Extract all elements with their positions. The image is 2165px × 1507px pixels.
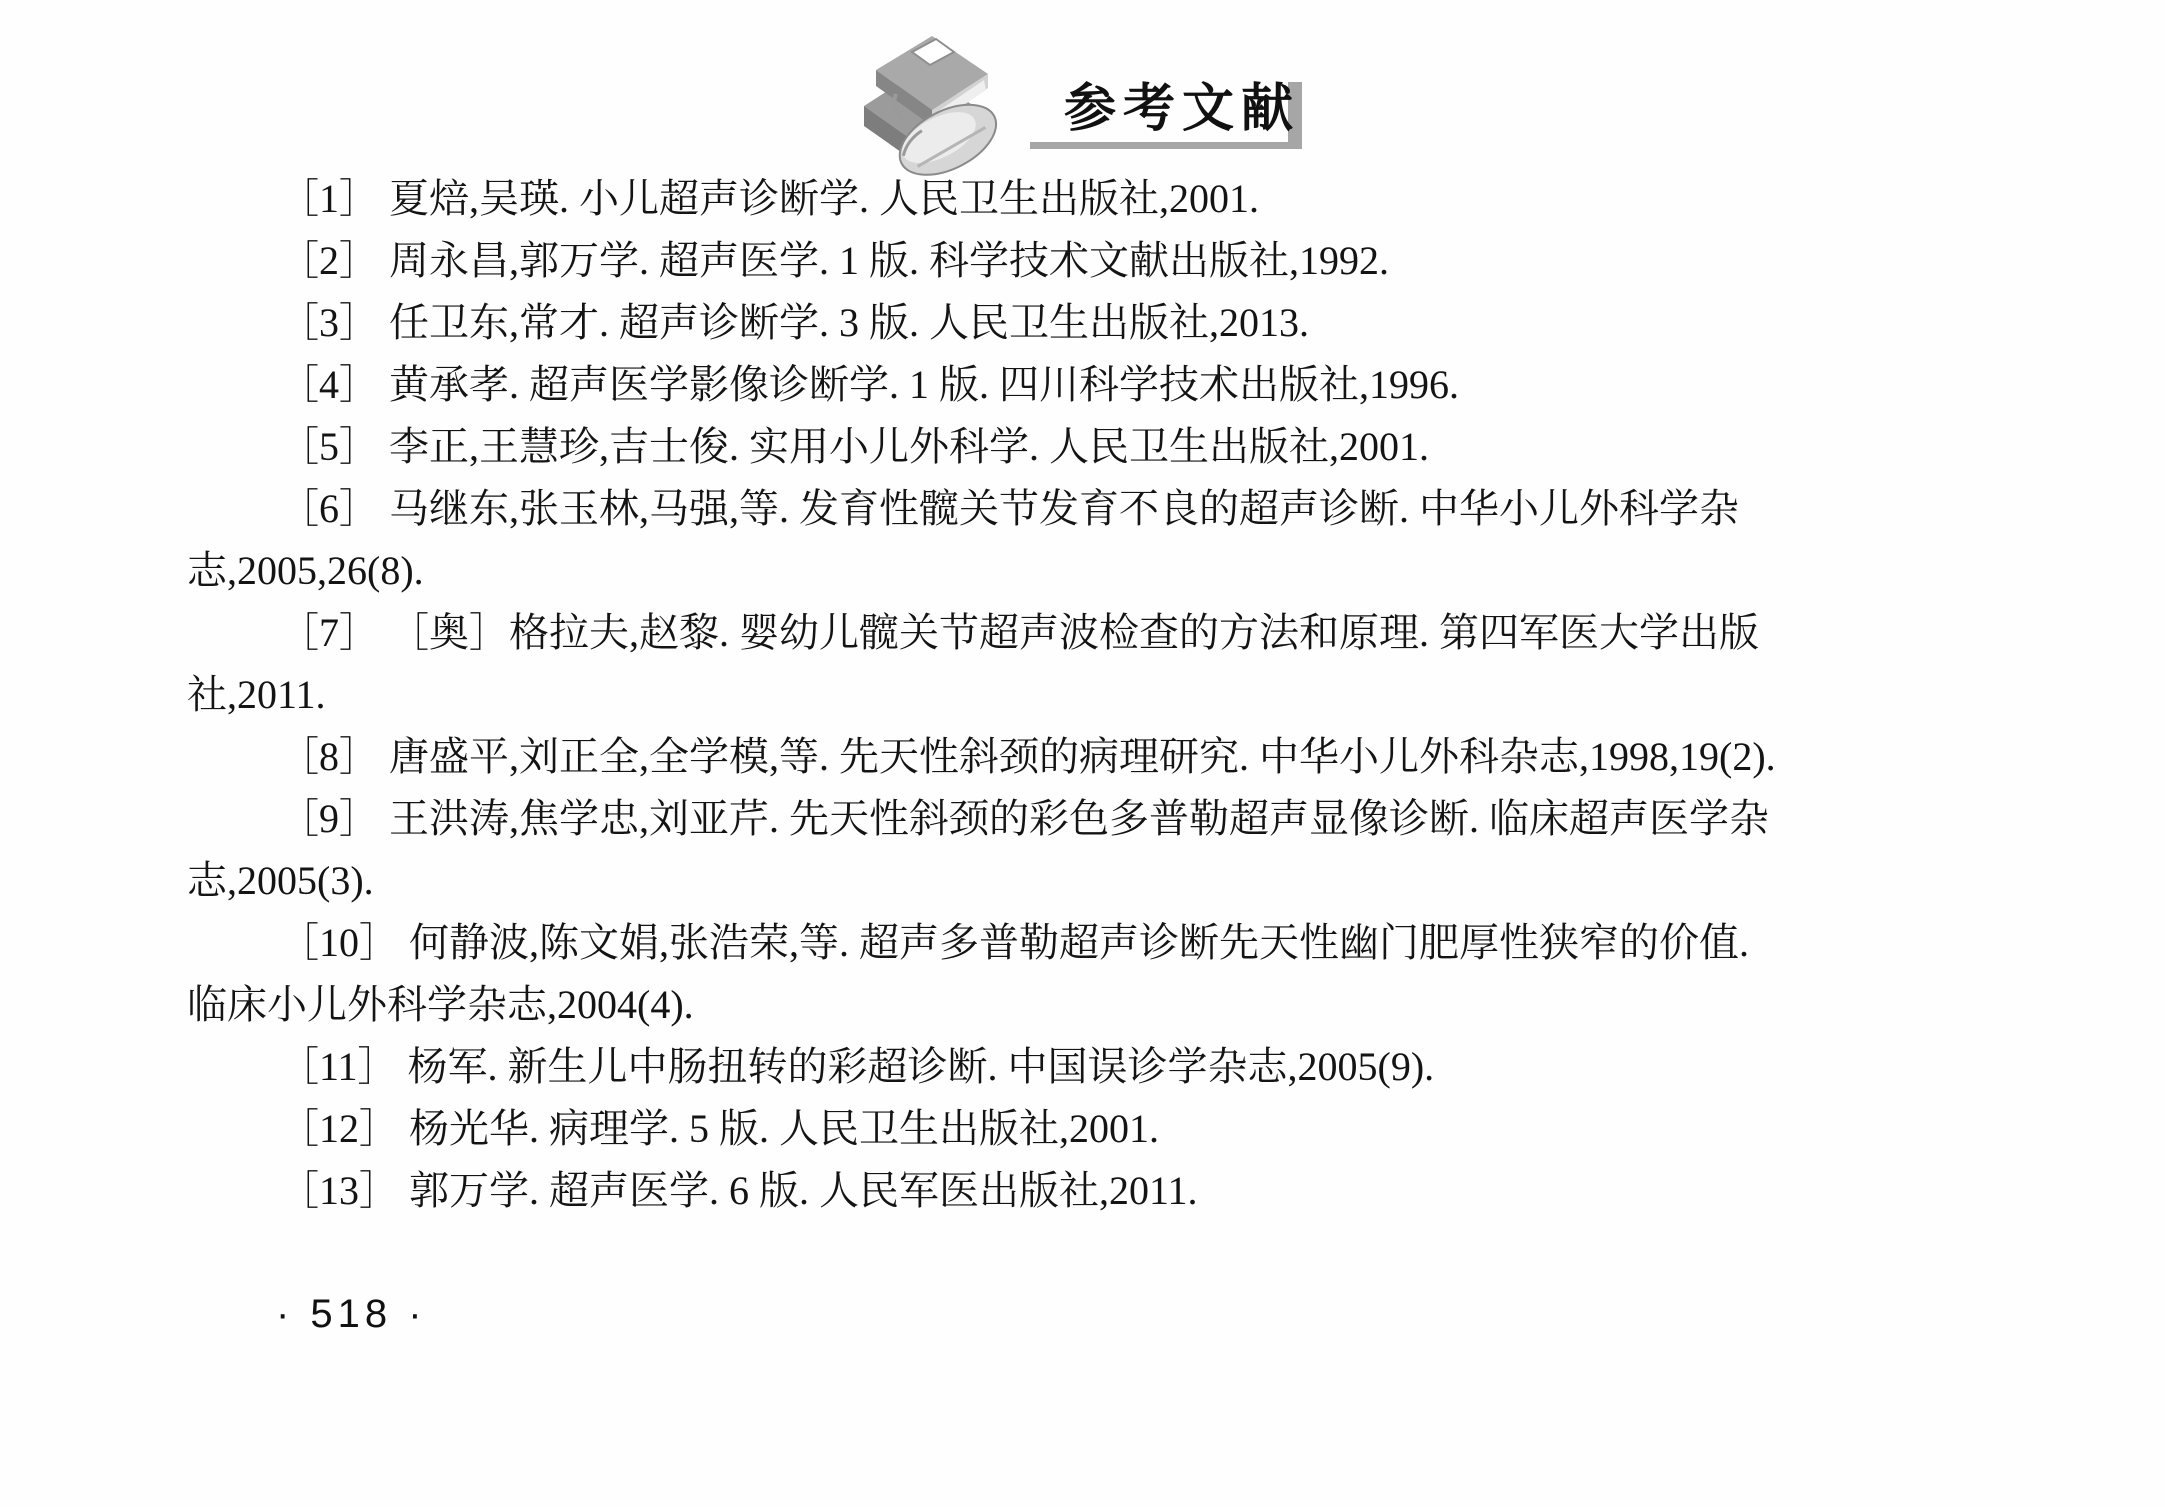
reference-item — [187, 602, 1787, 726]
reference-line: ［5］ 李正,王慧珍,吉士俊. 实用小儿外科学. 人民卫生出版社,2001. — [279, 424, 1429, 469]
reference-line: ［12］ 杨光华. 病理学. 5 版. 人民卫生出版社,2001. — [279, 1106, 1159, 1151]
books-and-mouse-icon — [852, 28, 1017, 178]
reference-line: 临床小儿外科学杂志,2004(4). — [187, 982, 694, 1027]
reference-line: ［10］ 何静波,陈文娟,张浩荣,等. 超声多普勒超声诊断先天性幽门肥厚性狭窄的价值. — [279, 920, 1749, 965]
reference-line: ［8］ 唐盛平,刘正全,全学模,等. 先天性斜颈的病理研究. 中华小儿外科杂志,1998,19(2). — [279, 734, 1776, 779]
reference-line: 社,2011. — [187, 672, 326, 717]
reference-item — [187, 1160, 1787, 1222]
page-title: 参考文献 — [1064, 80, 1301, 138]
reference-line: ［7］ ［奥］格拉夫,赵黎. 婴幼儿髋关节超声波检查的方法和原理. 第四军医大学出版 — [279, 610, 1759, 655]
reference-line: ［6］ 马继东,张玉林,马强,等. 发育性髋关节发育不良的超声诊断. 中华小儿外科学杂 — [279, 486, 1739, 531]
reference-line: ［3］ 任卫东,常才. 超声诊断学. 3 版. 人民卫生出版社,2013. — [279, 300, 1309, 345]
reference-line: ［2］ 周永昌,郭万学. 超声医学. 1 版. 科学技术文献出版社,1992. — [279, 238, 1389, 283]
reference-line: ［9］ 王洪涛,焦学忠,刘亚芹. 先天性斜颈的彩色多普勒超声显像诊断. 临床超声医学杂 — [279, 796, 1769, 841]
reference-item — [187, 416, 1787, 478]
references-list — [187, 168, 1787, 1222]
reference-item — [187, 1098, 1787, 1160]
page-number: · 518 · — [276, 1292, 427, 1336]
reference-item — [187, 788, 1787, 912]
reference-line: ［13］ 郭万学. 超声医学. 6 版. 人民军医出版社,2011. — [279, 1168, 1198, 1213]
reference-item — [187, 726, 1787, 788]
reference-item — [187, 912, 1787, 1036]
reference-item — [187, 292, 1787, 354]
reference-item — [187, 230, 1787, 292]
reference-line: 志,2005,26(8). — [187, 548, 424, 593]
reference-line: ［1］ 夏焙,吴瑛. 小儿超声诊断学. 人民卫生出版社,2001. — [279, 176, 1259, 221]
reference-item — [187, 1036, 1787, 1098]
reference-item — [187, 354, 1787, 416]
reference-item — [187, 478, 1787, 602]
title-decoration — [1030, 82, 1302, 149]
reference-line: ［4］ 黄承孝. 超声医学影像诊断学. 1 版. 四川科学技术出版社,1996. — [279, 362, 1459, 407]
reference-line: ［11］ 杨军. 新生儿中肠扭转的彩超诊断. 中国误诊学杂志,2005(9). — [279, 1044, 1435, 1089]
reference-line: 志,2005(3). — [187, 858, 374, 903]
reference-item — [187, 168, 1787, 230]
